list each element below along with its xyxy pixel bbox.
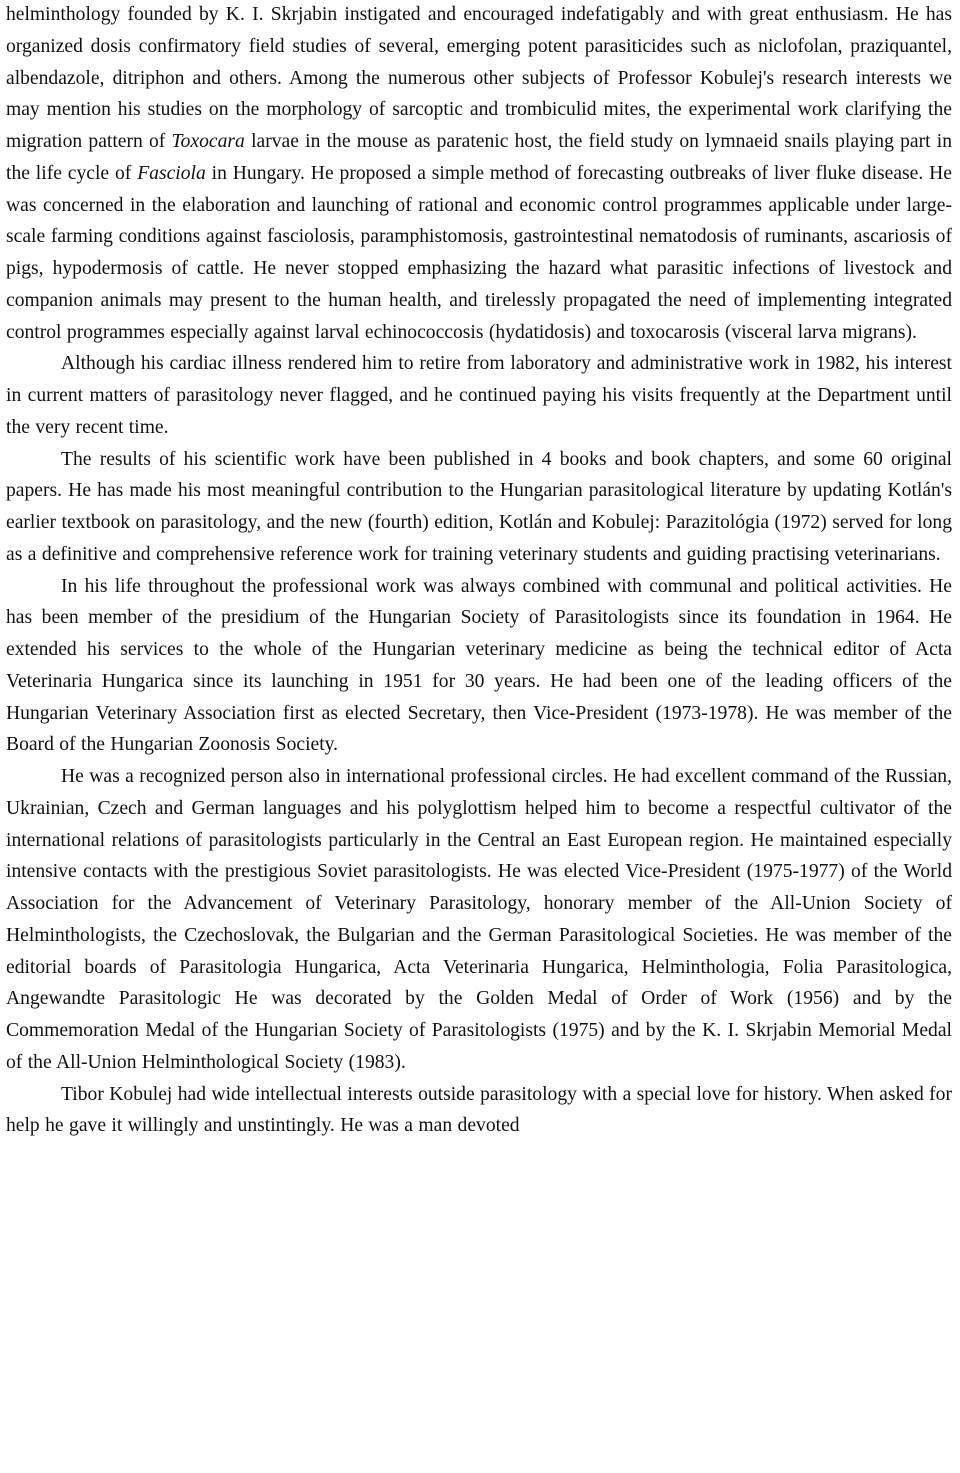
paragraph-text: larvae in the mouse as paratenic host, the field study on lymnaeid snails playing part in the life cycle of [6,131,953,184]
italic-term-fasciola: Fasciola [137,162,206,184]
paragraph-research-interests [6,0,952,348]
italic-term-toxocara: Toxocara [171,131,245,152]
paragraph-text: helminthology founded by K. I. Skrjabin instigated and encouraged indefatigably and with great enthusiasm. He has organized dosis confirmatory field studies of several, emerging potent parasiticides such as niclofolan, praziquantel, albendazole, ditriphon and others. Among the numerous other subjects of Professor Kobulej's research interests we may mention his studies on the morphology of sarcoptic and trombiculid mites, the experimental work clarifying the migration pattern of [6,4,952,152]
paragraph-text: Although his cardiac illness rendered him to retire from laboratory and administrative work in 1982, his interest in current matters of parasitology never flagged, and he continued paying his visits frequently at the Department until the very recent time. [6,353,952,438]
paragraph-publications [6,444,952,571]
paragraph-text: In his life throughout the professional work was always combined with communal and political activities. He has been member of the presidium of the Hungarian Society of Parasitologists since its foundation in 1964. He extended his services to the whole of the Hungarian veterinary medicine as being the technical editor of Acta Veterinaria Hungarica since its launching in 1951 for 30 years. He had been one of the leading officers of the Hungarian Veterinary Association first as elected Secretary, then Vice-President (1973-1978). He was member of the Board of the Hungarian Zoonosis Society. [6,575,952,756]
paragraph-text: He was a recognized person also in international professional circles. He had excellent command of the Russian, Ukrainian, Czech and German languages and his polyglottism helped him to become a respectful cultivator of the international relations of parasitologists particularly in the Central an East European region. He maintained especially intensive contacts with the prestigious Soviet parasitologists. He was elected Vice-President (1975-1977) of the World Association for the Advancement of Veterinary Parasitology, honorary member of the All-Union Society of Helminthologists, the Czechoslovak, the Bulgarian and the German Parasitological Societies. He was member of the editorial boards of Parasitologia Hungarica, Acta Veterinaria Hungarica, Helminthologia, Folia Parasitologica, Angewandte Parasitologic He was decorated by the Golden Medal of Order of Work (1956) and by the Commemoration Medal of the Hungarian Society of Parasitologists (1975) and by the K. I. Skrjabin Memorial Medal of the All-Union Helminthological Society (1983). [6,766,952,1073]
paragraph-international-circles [6,761,952,1079]
paragraph-text: in Hungary. He proposed a simple method of forecasting outbreaks of liver fluke disease. He was concerned in the elaboration and launching of rational and economic control programmes applicable under large-scale farming conditions against fasciolosis, paramphistomosis, gastrointestinal nematodosis of ruminants, ascariosis of pigs, hypodermosis of cattle. He never stopped emphasizing the hazard what parasitic infections of livestock and companion animals may present to the human health, and tirelessly propagated the need of implementing integrated control programmes especially against larval echinococcosis (hydatidosis) and toxocarosis (visceral larva migrans). [6,162,952,343]
document-body [6,0,952,1142]
paragraph-communal-activities [6,571,952,762]
paragraph-text: Tibor Kobulej had wide intellectual interests outside parasitology with a special love for history. When asked for help he gave it willingly and unstintingly. He was a man devoted [6,1083,952,1137]
paragraph-retirement [6,348,952,443]
paragraph-personal-interests [6,1079,952,1143]
paragraph-text: The results of his scientific work have been published in 4 books and book chapters, and some 60 original papers. He has made his most meaningful contribution to the Hungarian parasitological literature by updating Kotlán's earlier textbook on parasitology, and the new (fourth) edition, Kotlán and Kobulej: Parazitológia (1972) served for long as a definitive and comprehensive reference work for training veterinary students and guiding practising veterinarians. [6,448,952,565]
